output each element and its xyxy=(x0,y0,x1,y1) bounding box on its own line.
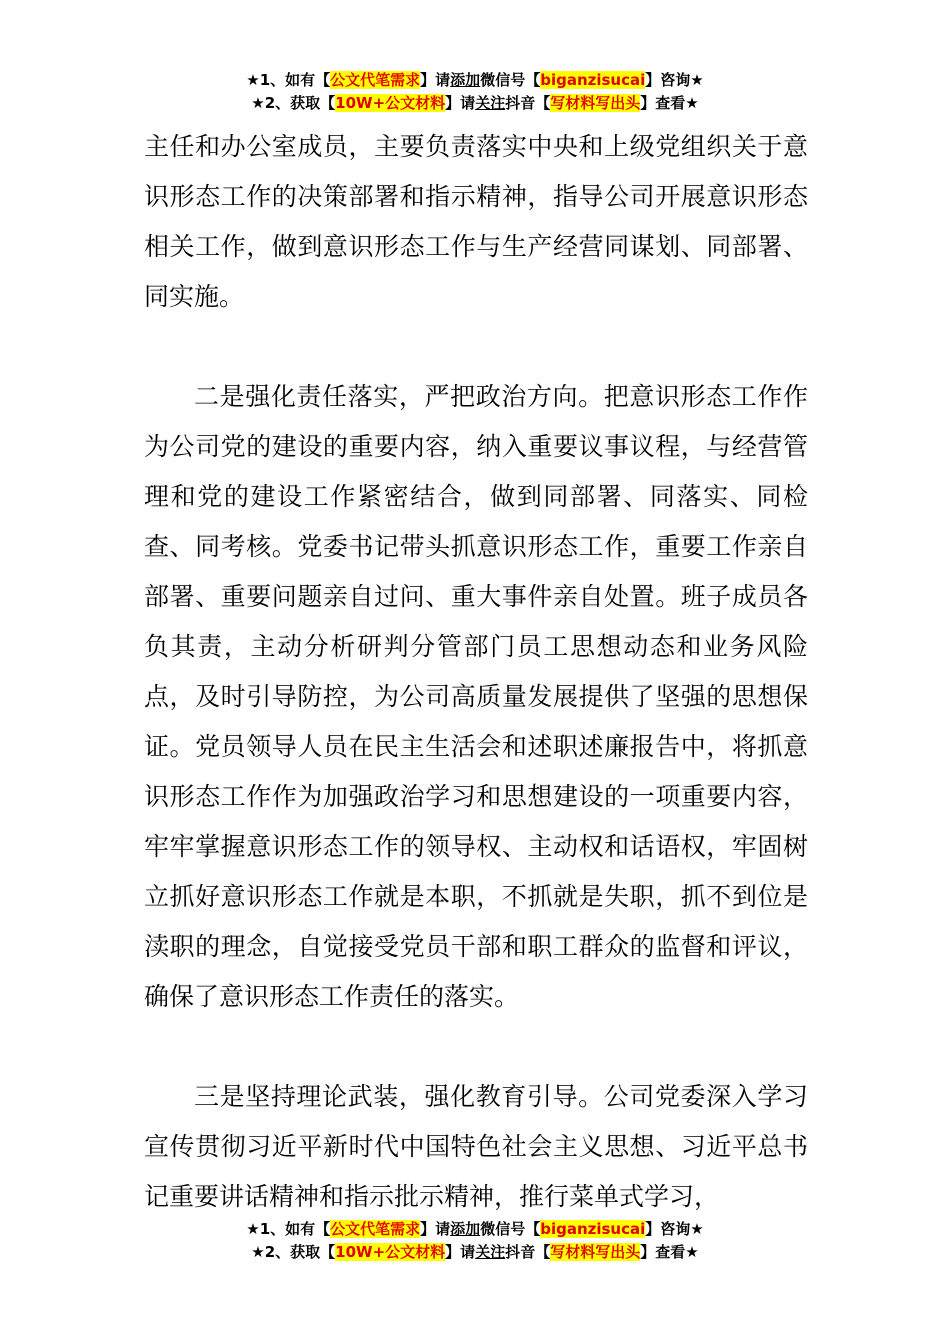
banner-line-2 xyxy=(0,92,950,115)
banner-text: 抖音【 xyxy=(505,94,551,112)
banner-line-1 xyxy=(0,1218,950,1241)
banner-text: 】请 xyxy=(420,1220,451,1238)
star-icon: ★ xyxy=(685,1243,699,1261)
banner-text: 】查看 xyxy=(640,94,686,112)
paragraph-gap xyxy=(144,1022,808,1072)
highlight-materials: 10W+公文材料 xyxy=(335,94,446,112)
banner-text: 微信号【 xyxy=(480,71,541,89)
footer-banner xyxy=(0,1218,950,1264)
highlight-douyin: 写材料写出头 xyxy=(550,94,641,112)
star-icon: ★ xyxy=(690,1220,704,1238)
document-body xyxy=(144,122,808,1222)
banner-text: 抖音【 xyxy=(505,1243,551,1261)
star-icon: ★ xyxy=(251,94,265,112)
banner-text: 2、获取【 xyxy=(264,1243,336,1261)
banner-text: 1、如有【 xyxy=(259,71,331,89)
highlight-service: 公文代笔需求 xyxy=(330,71,421,89)
banner-text: 】查看 xyxy=(640,1243,686,1261)
banner-line-2 xyxy=(0,1241,950,1264)
highlight-service: 公文代笔需求 xyxy=(330,1220,421,1238)
star-icon: ★ xyxy=(251,1243,265,1261)
paragraph-1: 主任和办公室成员，主要负责落实中央和上级党组织关于意识形态工作的决策部署和指示精神，指导公司开展意识形态相关工作，做到意识形态工作与生产经营同谋划、同部署、同实施。 xyxy=(144,132,808,311)
star-icon: ★ xyxy=(246,1220,260,1238)
header-banner xyxy=(0,69,950,115)
star-icon: ★ xyxy=(690,71,704,89)
highlight-wechat-id: biganzisucai xyxy=(540,71,646,89)
paragraph-gap xyxy=(144,322,808,372)
banner-text: 】咨询 xyxy=(645,1220,691,1238)
star-icon: ★ xyxy=(685,94,699,112)
highlight-wechat-id: biganzisucai xyxy=(540,1220,646,1238)
banner-text: 1、如有【 xyxy=(259,1220,331,1238)
banner-underlined: 关注 xyxy=(475,1243,506,1261)
banner-text: 】请 xyxy=(420,71,451,89)
banner-text: 微信号【 xyxy=(480,1220,541,1238)
banner-text: 】请 xyxy=(445,94,476,112)
banner-text: 】请 xyxy=(445,1243,476,1261)
star-icon: ★ xyxy=(246,71,260,89)
highlight-materials: 10W+公文材料 xyxy=(335,1243,446,1261)
highlight-douyin: 写材料写出头 xyxy=(550,1243,641,1261)
banner-underlined: 关注 xyxy=(475,94,506,112)
paragraph-3: 三是坚持理论武装，强化教育引导。公司党委深入学习宣传贯彻习近平新时代中国特色社会主义思想、习近平总书记重要讲话精神和指示批示精神，推行菜单式学习， xyxy=(144,1082,808,1211)
banner-text: 】咨询 xyxy=(645,71,691,89)
banner-text: 2、获取【 xyxy=(264,94,336,112)
paragraph-2: 二是强化责任落实，严把政治方向。把意识形态工作作为公司党的建设的重要内容，纳入重要议事议程，与经营管理和党的建设工作紧密结合，做到同部署、同落实、同检查、同考核。党委书记带头抓意识形态工作，重要工作亲自部署、重要问题亲自过问、重大事件亲自处置。班子成员各负其责，主动分析研判分管部门员工思想动态和业务风险点，及时引导防控，为公司高质量发展提供了坚强的思想保证。党员领导人员在民主生活会和述职述廉报告中，将抓意识形态工作作为加强政治学习和思想建设的一项重要内容，牢牢掌握意识形态工作的领导权、主动权和话语权，牢固树立抓好意识形态工作就是本职，不抓就是失职，抓不到位是渎职的理念，自觉接受党员干部和职工群众的监督和评议，确保了意识形态工作责任的落实。 xyxy=(144,382,808,1011)
banner-underlined: 添加 xyxy=(450,1220,481,1238)
banner-underlined: 添加 xyxy=(450,71,481,89)
banner-line-1 xyxy=(0,69,950,92)
